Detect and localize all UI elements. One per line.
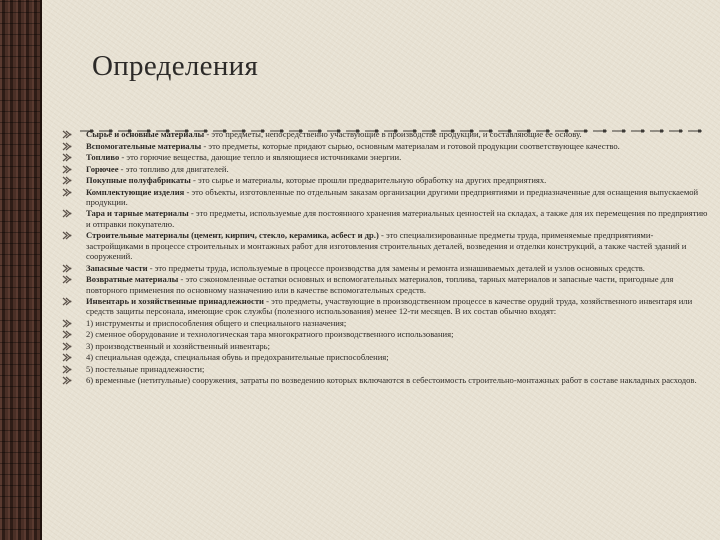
slide-title: Определения <box>92 50 259 82</box>
term: Сырье и основные материалы <box>86 129 205 139</box>
ornament-bullet-icon <box>62 342 72 351</box>
ornament-bullet-icon <box>62 209 72 218</box>
decorative-left-strip <box>0 0 42 540</box>
ornament-bullet-icon <box>62 231 72 240</box>
list-item <box>62 230 710 261</box>
list-item <box>62 341 710 351</box>
definition-text: - это предметы труда, используемые в процессе производства для замены и ремонта изнашиваемых деталей и узлов основных средств. <box>147 262 645 273</box>
definition-text: - это предметы, непосредственно участвующие в производстве продукции, и составляющие ее основу. <box>204 129 582 139</box>
ornament-bullet-icon <box>62 165 72 174</box>
ornament-bullet-icon <box>62 142 72 151</box>
ornament-bullet-icon <box>62 130 72 139</box>
list-item <box>62 141 710 151</box>
definition-text: - это горючие вещества, дающие тепло и являющиеся источниками энергии. <box>119 152 402 162</box>
ornament-bullet-icon <box>62 330 72 339</box>
ornament-bullet-icon <box>62 188 72 197</box>
ornament-bullet-icon <box>62 275 72 284</box>
ornament-bullet-icon <box>62 176 72 185</box>
term: Топливо <box>86 152 120 162</box>
term: Запасные части <box>86 262 148 273</box>
list-item <box>62 187 710 208</box>
definition-text: - это специализированные предметы труда, применяемые предприятиями-застройщиками в процессе строительных и монтажных работ для изготовления строительных деталей, возведения и отделки конструкций, а также частей зданий и сооружений. <box>86 230 687 262</box>
list-item <box>62 175 710 185</box>
ornament-bullet-icon <box>62 365 72 374</box>
list-item <box>62 152 710 162</box>
term: Комплектующие изделия <box>86 186 185 197</box>
term: Строительные материалы (цемент, кирпич, стекло, керамика, асбест и др.) <box>86 230 379 241</box>
definitions-list <box>62 129 710 387</box>
list-item <box>62 208 710 229</box>
term: Возвратные материалы <box>86 274 179 285</box>
list-item <box>62 364 710 374</box>
list-item <box>62 274 710 295</box>
ornament-bullet-icon <box>62 153 72 162</box>
ornament-bullet-icon <box>62 376 72 385</box>
list-item <box>62 375 710 385</box>
definition-text: 3) производственный и хозяйственный инвентарь; <box>86 340 270 351</box>
term: Вспомогательные материалы <box>86 140 202 151</box>
term: Покупные полуфабрикаты <box>86 175 191 185</box>
definition-text: - это сырье и материалы, которые прошли предварительную обработку на других предприятиях. <box>190 175 547 185</box>
definition-text: - это объекты, изготовленные по отдельным заказам организации другими предприятиями и предназначенные для оснащения выпускаемой продукции. <box>86 186 699 207</box>
term: Тара и тарные материалы <box>86 208 189 219</box>
definition-text: 4) специальная одежда, специальная обувь и предохранительные приспособления; <box>86 352 389 363</box>
definition-text: 2) сменное оборудование и технологическая тара многократного производственного использования; <box>86 329 454 340</box>
list-item <box>62 318 710 328</box>
ornament-bullet-icon <box>62 264 72 273</box>
definition-text: - это сэкономленные остатки основных и вспомогательных материалов, топлива, тарных материалов и запасные части, пригодные для повторного применения по основному назначению или в качестве вспомогательных средств. <box>86 274 674 295</box>
list-item <box>62 329 710 339</box>
definition-text: 6) временные (нетитульные) сооружения, затраты по возведению которых включаются в себестоимость строительно-монтажных работ в составе накладных расходов. <box>86 375 697 386</box>
ornament-bullet-icon <box>62 319 72 328</box>
list-item <box>62 129 710 139</box>
list-item <box>62 352 710 362</box>
list-item <box>62 164 710 174</box>
definition-text: - это топливо для двигателей. <box>118 163 229 174</box>
term: Горючее <box>86 163 119 174</box>
term: Инвентарь и хозяйственные принадлежности <box>86 296 265 307</box>
ornament-bullet-icon <box>62 297 72 306</box>
definition-text: - это предметы, которые придают сырью, основным материалам и готовой продукции соответствующее качество. <box>201 140 620 151</box>
list-item <box>62 296 710 317</box>
list-item <box>62 263 710 273</box>
ornament-bullet-icon <box>62 353 72 362</box>
definition-text: 1) инструменты и приспособления общего и специального назначения; <box>86 317 347 328</box>
definition-text: 5) постельные принадлежности; <box>86 363 205 374</box>
definition-text: - это предметы, участвующие в производственном процессе в качестве орудий труда, хозяйственного инвентаря или средств защиты персонала, имеющие срок службы (полезного использования) менее 12-ти месяцев. В их состав обычно входят: <box>86 296 693 317</box>
definition-text: - это предметы, используемые для постоянного хранения материальных ценностей на складах, а также для их перемещения по предприятию и отправки покупателю. <box>86 208 708 229</box>
